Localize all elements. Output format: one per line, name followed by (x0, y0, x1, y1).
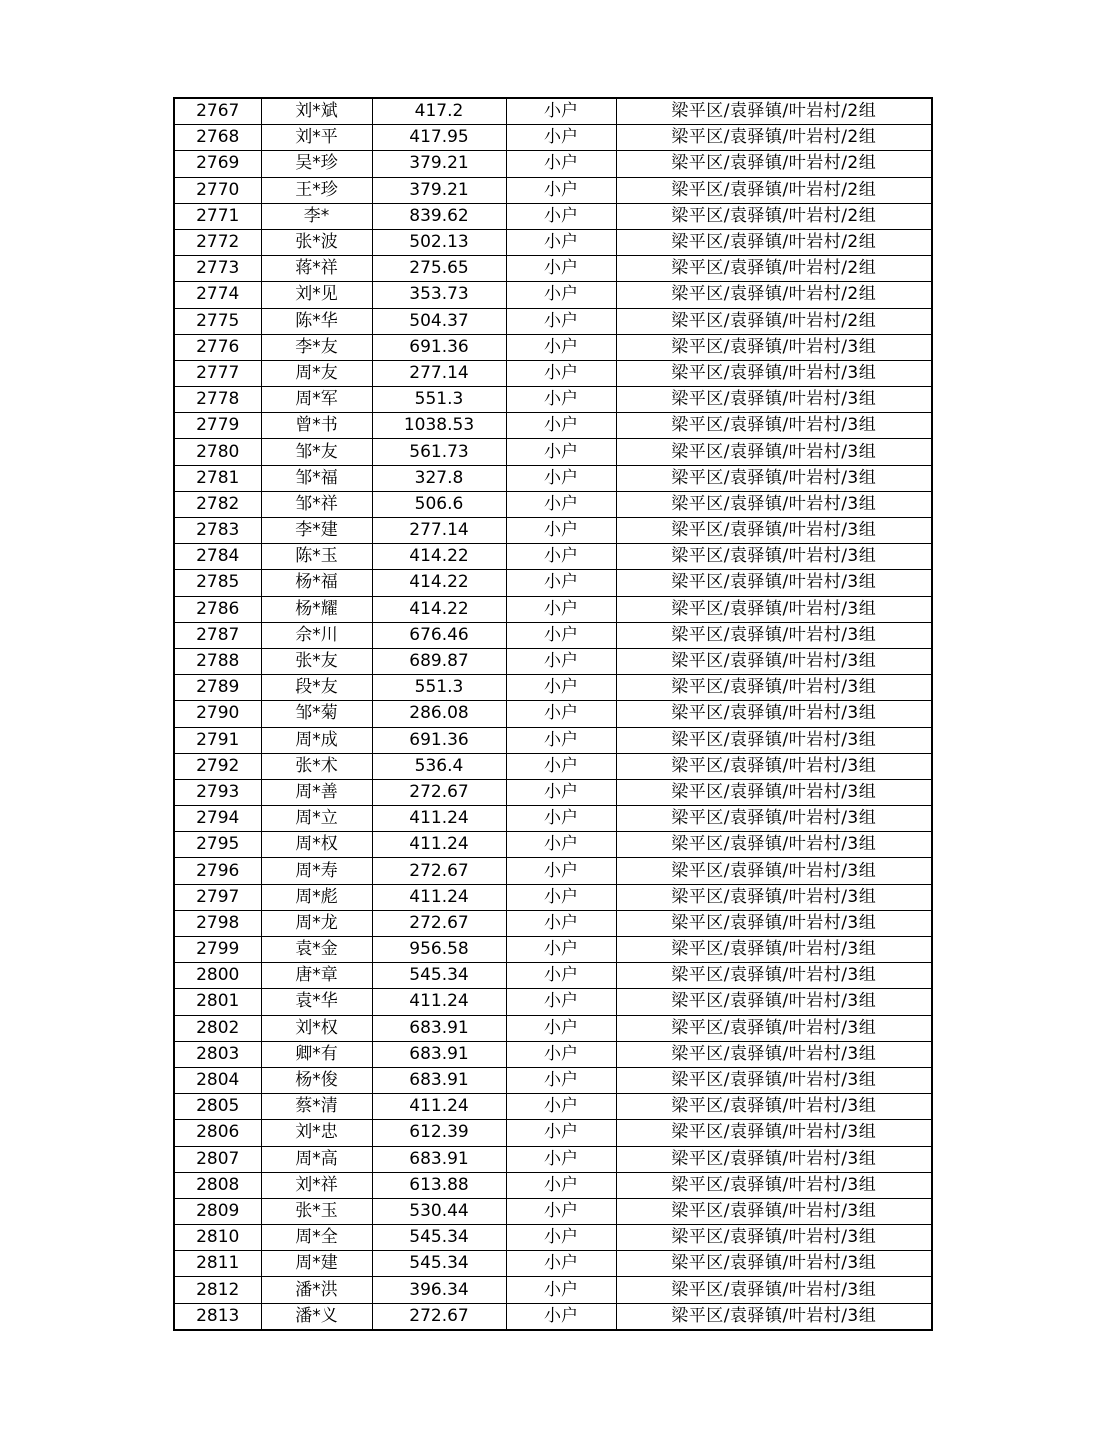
name-cell: 周*建 (261, 1251, 372, 1277)
name-cell: 杨*俊 (261, 1067, 372, 1093)
amount-cell: 683.91 (372, 1146, 506, 1172)
household-type-cell: 小户 (506, 884, 616, 910)
name-cell: 周*寿 (261, 858, 372, 884)
name-cell: 刘*平 (261, 125, 372, 151)
table-row (174, 910, 932, 936)
name-cell: 杨*福 (261, 570, 372, 596)
household-type-cell: 小户 (506, 1172, 616, 1198)
amount-cell: 417.2 (372, 98, 506, 125)
household-type-cell: 小户 (506, 675, 616, 701)
row-id-cell: 2779 (174, 413, 261, 439)
row-id-cell: 2775 (174, 308, 261, 334)
address-cell: 梁平区/袁驿镇/叶岩村/3组 (616, 648, 932, 674)
table-row (174, 544, 932, 570)
address-cell: 梁平区/袁驿镇/叶岩村/2组 (616, 308, 932, 334)
table-row (174, 518, 932, 544)
row-id-cell: 2799 (174, 937, 261, 963)
household-type-cell: 小户 (506, 256, 616, 282)
table-row (174, 963, 932, 989)
row-id-cell: 2769 (174, 151, 261, 177)
table-row (174, 98, 932, 125)
address-cell: 梁平区/袁驿镇/叶岩村/3组 (616, 1146, 932, 1172)
address-cell: 梁平区/袁驿镇/叶岩村/3组 (616, 1198, 932, 1224)
row-id-cell: 2777 (174, 360, 261, 386)
row-id-cell: 2782 (174, 491, 261, 517)
name-cell: 张*术 (261, 753, 372, 779)
table-body (174, 98, 932, 1330)
row-id-cell: 2771 (174, 203, 261, 229)
name-cell: 曾*书 (261, 413, 372, 439)
household-type-cell: 小户 (506, 1041, 616, 1067)
household-type-cell: 小户 (506, 203, 616, 229)
address-cell: 梁平区/袁驿镇/叶岩村/3组 (616, 753, 932, 779)
row-id-cell: 2810 (174, 1225, 261, 1251)
address-cell: 梁平区/袁驿镇/叶岩村/2组 (616, 98, 932, 125)
address-cell: 梁平区/袁驿镇/叶岩村/3组 (616, 622, 932, 648)
name-cell: 张*波 (261, 229, 372, 255)
amount-cell: 275.65 (372, 256, 506, 282)
table-row (174, 229, 932, 255)
household-type-cell: 小户 (506, 937, 616, 963)
household-type-cell: 小户 (506, 1120, 616, 1146)
address-cell: 梁平区/袁驿镇/叶岩村/3组 (616, 675, 932, 701)
household-type-cell: 小户 (506, 151, 616, 177)
row-id-cell: 2798 (174, 910, 261, 936)
table-row (174, 308, 932, 334)
table-row (174, 1172, 932, 1198)
household-type-cell: 小户 (506, 439, 616, 465)
name-cell: 李*建 (261, 518, 372, 544)
amount-cell: 286.08 (372, 701, 506, 727)
name-cell: 张*玉 (261, 1198, 372, 1224)
name-cell: 周*彪 (261, 884, 372, 910)
address-cell: 梁平区/袁驿镇/叶岩村/3组 (616, 1094, 932, 1120)
address-cell: 梁平区/袁驿镇/叶岩村/3组 (616, 963, 932, 989)
table-row (174, 1120, 932, 1146)
table-row (174, 413, 932, 439)
row-id-cell: 2807 (174, 1146, 261, 1172)
table-row (174, 1041, 932, 1067)
row-id-cell: 2786 (174, 596, 261, 622)
address-cell: 梁平区/袁驿镇/叶岩村/3组 (616, 779, 932, 805)
row-id-cell: 2793 (174, 779, 261, 805)
address-cell: 梁平区/袁驿镇/叶岩村/3组 (616, 806, 932, 832)
address-cell: 梁平区/袁驿镇/叶岩村/3组 (616, 413, 932, 439)
household-type-cell: 小户 (506, 1015, 616, 1041)
name-cell: 陈*玉 (261, 544, 372, 570)
household-type-cell: 小户 (506, 1146, 616, 1172)
table-row (174, 1251, 932, 1277)
table-row (174, 1015, 932, 1041)
household-type-cell: 小户 (506, 963, 616, 989)
name-cell: 周*立 (261, 806, 372, 832)
table-row (174, 1303, 932, 1330)
address-cell: 梁平区/袁驿镇/叶岩村/3组 (616, 989, 932, 1015)
amount-cell: 277.14 (372, 518, 506, 544)
row-id-cell: 2767 (174, 98, 261, 125)
name-cell: 周*成 (261, 727, 372, 753)
household-type-cell: 小户 (506, 518, 616, 544)
address-cell: 梁平区/袁驿镇/叶岩村/3组 (616, 491, 932, 517)
amount-cell: 536.4 (372, 753, 506, 779)
address-cell: 梁平区/袁驿镇/叶岩村/2组 (616, 125, 932, 151)
row-id-cell: 2803 (174, 1041, 261, 1067)
name-cell: 李* (261, 203, 372, 229)
table-row (174, 675, 932, 701)
address-cell: 梁平区/袁驿镇/叶岩村/3组 (616, 884, 932, 910)
row-id-cell: 2796 (174, 858, 261, 884)
amount-cell: 612.39 (372, 1120, 506, 1146)
row-id-cell: 2809 (174, 1198, 261, 1224)
amount-cell: 683.91 (372, 1015, 506, 1041)
household-type-cell: 小户 (506, 701, 616, 727)
household-type-cell: 小户 (506, 465, 616, 491)
amount-cell: 506.6 (372, 491, 506, 517)
household-type-cell: 小户 (506, 125, 616, 151)
table-row (174, 937, 932, 963)
amount-cell: 689.87 (372, 648, 506, 674)
household-type-cell: 小户 (506, 177, 616, 203)
address-cell: 梁平区/袁驿镇/叶岩村/3组 (616, 701, 932, 727)
table-row (174, 360, 932, 386)
name-cell: 杨*耀 (261, 596, 372, 622)
address-cell: 梁平区/袁驿镇/叶岩村/2组 (616, 282, 932, 308)
name-cell: 李*友 (261, 334, 372, 360)
amount-cell: 272.67 (372, 858, 506, 884)
table-row (174, 465, 932, 491)
amount-cell: 272.67 (372, 1303, 506, 1330)
household-type-cell: 小户 (506, 1277, 616, 1303)
name-cell: 周*权 (261, 832, 372, 858)
address-cell: 梁平区/袁驿镇/叶岩村/3组 (616, 387, 932, 413)
row-id-cell: 2772 (174, 229, 261, 255)
household-type-cell: 小户 (506, 229, 616, 255)
household-type-cell: 小户 (506, 491, 616, 517)
table-row (174, 648, 932, 674)
table-row (174, 1225, 932, 1251)
name-cell: 周*全 (261, 1225, 372, 1251)
data-table (173, 97, 933, 1331)
row-id-cell: 2795 (174, 832, 261, 858)
table-row (174, 858, 932, 884)
amount-cell: 411.24 (372, 806, 506, 832)
amount-cell: 414.22 (372, 570, 506, 596)
amount-cell: 545.34 (372, 1225, 506, 1251)
address-cell: 梁平区/袁驿镇/叶岩村/2组 (616, 203, 932, 229)
amount-cell: 551.3 (372, 675, 506, 701)
address-cell: 梁平区/袁驿镇/叶岩村/3组 (616, 544, 932, 570)
address-cell: 梁平区/袁驿镇/叶岩村/3组 (616, 910, 932, 936)
table-row (174, 989, 932, 1015)
row-id-cell: 2806 (174, 1120, 261, 1146)
amount-cell: 683.91 (372, 1041, 506, 1067)
household-type-cell: 小户 (506, 727, 616, 753)
address-cell: 梁平区/袁驿镇/叶岩村/3组 (616, 360, 932, 386)
name-cell: 张*友 (261, 648, 372, 674)
amount-cell: 411.24 (372, 884, 506, 910)
name-cell: 刘*见 (261, 282, 372, 308)
address-cell: 梁平区/袁驿镇/叶岩村/3组 (616, 937, 932, 963)
table-row (174, 125, 932, 151)
name-cell: 周*友 (261, 360, 372, 386)
household-type-cell: 小户 (506, 387, 616, 413)
table-row (174, 1198, 932, 1224)
row-id-cell: 2780 (174, 439, 261, 465)
amount-cell: 379.21 (372, 151, 506, 177)
name-cell: 吴*珍 (261, 151, 372, 177)
household-type-cell: 小户 (506, 98, 616, 125)
row-id-cell: 2801 (174, 989, 261, 1015)
household-type-cell: 小户 (506, 622, 616, 648)
row-id-cell: 2811 (174, 1251, 261, 1277)
amount-cell: 1038.53 (372, 413, 506, 439)
amount-cell: 502.13 (372, 229, 506, 255)
amount-cell: 545.34 (372, 963, 506, 989)
row-id-cell: 2787 (174, 622, 261, 648)
amount-cell: 327.8 (372, 465, 506, 491)
amount-cell: 691.36 (372, 334, 506, 360)
row-id-cell: 2776 (174, 334, 261, 360)
amount-cell: 956.58 (372, 937, 506, 963)
address-cell: 梁平区/袁驿镇/叶岩村/3组 (616, 1225, 932, 1251)
name-cell: 段*友 (261, 675, 372, 701)
name-cell: 卿*有 (261, 1041, 372, 1067)
name-cell: 蔡*清 (261, 1094, 372, 1120)
name-cell: 潘*义 (261, 1303, 372, 1330)
address-cell: 梁平区/袁驿镇/叶岩村/3组 (616, 1015, 932, 1041)
name-cell: 邹*福 (261, 465, 372, 491)
address-cell: 梁平区/袁驿镇/叶岩村/3组 (616, 1277, 932, 1303)
amount-cell: 411.24 (372, 1094, 506, 1120)
address-cell: 梁平区/袁驿镇/叶岩村/3组 (616, 596, 932, 622)
address-cell: 梁平区/袁驿镇/叶岩村/3组 (616, 1067, 932, 1093)
table-row (174, 806, 932, 832)
row-id-cell: 2791 (174, 727, 261, 753)
address-cell: 梁平区/袁驿镇/叶岩村/3组 (616, 727, 932, 753)
row-id-cell: 2802 (174, 1015, 261, 1041)
row-id-cell: 2794 (174, 806, 261, 832)
table-row (174, 282, 932, 308)
amount-cell: 277.14 (372, 360, 506, 386)
row-id-cell: 2770 (174, 177, 261, 203)
row-id-cell: 2784 (174, 544, 261, 570)
table-row (174, 151, 932, 177)
amount-cell: 691.36 (372, 727, 506, 753)
row-id-cell: 2789 (174, 675, 261, 701)
table-row (174, 177, 932, 203)
table-row (174, 753, 932, 779)
household-type-cell: 小户 (506, 282, 616, 308)
name-cell: 唐*章 (261, 963, 372, 989)
household-type-cell: 小户 (506, 910, 616, 936)
row-id-cell: 2813 (174, 1303, 261, 1330)
table-row (174, 256, 932, 282)
name-cell: 佘*川 (261, 622, 372, 648)
address-cell: 梁平区/袁驿镇/叶岩村/2组 (616, 177, 932, 203)
name-cell: 蒋*祥 (261, 256, 372, 282)
row-id-cell: 2805 (174, 1094, 261, 1120)
table-row (174, 1094, 932, 1120)
amount-cell: 613.88 (372, 1172, 506, 1198)
table-row (174, 622, 932, 648)
table-row (174, 491, 932, 517)
household-type-cell: 小户 (506, 779, 616, 805)
household-type-cell: 小户 (506, 832, 616, 858)
amount-cell: 530.44 (372, 1198, 506, 1224)
household-type-cell: 小户 (506, 334, 616, 360)
amount-cell: 272.67 (372, 910, 506, 936)
address-cell: 梁平区/袁驿镇/叶岩村/3组 (616, 570, 932, 596)
row-id-cell: 2768 (174, 125, 261, 151)
household-type-cell: 小户 (506, 753, 616, 779)
household-type-cell: 小户 (506, 858, 616, 884)
table-row (174, 439, 932, 465)
amount-cell: 417.95 (372, 125, 506, 151)
row-id-cell: 2788 (174, 648, 261, 674)
name-cell: 王*珍 (261, 177, 372, 203)
row-id-cell: 2792 (174, 753, 261, 779)
name-cell: 潘*洪 (261, 1277, 372, 1303)
table-row (174, 832, 932, 858)
address-cell: 梁平区/袁驿镇/叶岩村/3组 (616, 1120, 932, 1146)
row-id-cell: 2783 (174, 518, 261, 544)
household-type-cell: 小户 (506, 806, 616, 832)
amount-cell: 504.37 (372, 308, 506, 334)
name-cell: 刘*权 (261, 1015, 372, 1041)
amount-cell: 411.24 (372, 989, 506, 1015)
address-cell: 梁平区/袁驿镇/叶岩村/3组 (616, 1303, 932, 1330)
amount-cell: 839.62 (372, 203, 506, 229)
name-cell: 袁*金 (261, 937, 372, 963)
address-cell: 梁平区/袁驿镇/叶岩村/3组 (616, 832, 932, 858)
name-cell: 袁*华 (261, 989, 372, 1015)
name-cell: 刘*忠 (261, 1120, 372, 1146)
address-cell: 梁平区/袁驿镇/叶岩村/3组 (616, 465, 932, 491)
name-cell: 刘*斌 (261, 98, 372, 125)
row-id-cell: 2778 (174, 387, 261, 413)
household-type-cell: 小户 (506, 1198, 616, 1224)
address-cell: 梁平区/袁驿镇/叶岩村/3组 (616, 1041, 932, 1067)
household-type-cell: 小户 (506, 648, 616, 674)
household-type-cell: 小户 (506, 413, 616, 439)
name-cell: 周*军 (261, 387, 372, 413)
name-cell: 刘*祥 (261, 1172, 372, 1198)
household-type-cell: 小户 (506, 570, 616, 596)
name-cell: 陈*华 (261, 308, 372, 334)
household-type-cell: 小户 (506, 360, 616, 386)
table-row (174, 701, 932, 727)
row-id-cell: 2797 (174, 884, 261, 910)
amount-cell: 379.21 (372, 177, 506, 203)
amount-cell: 414.22 (372, 596, 506, 622)
row-id-cell: 2790 (174, 701, 261, 727)
amount-cell: 414.22 (372, 544, 506, 570)
amount-cell: 683.91 (372, 1067, 506, 1093)
amount-cell: 411.24 (372, 832, 506, 858)
household-type-cell: 小户 (506, 1251, 616, 1277)
amount-cell: 545.34 (372, 1251, 506, 1277)
table-row (174, 727, 932, 753)
table-row (174, 884, 932, 910)
name-cell: 邹*友 (261, 439, 372, 465)
household-type-cell: 小户 (506, 596, 616, 622)
amount-cell: 676.46 (372, 622, 506, 648)
household-type-cell: 小户 (506, 989, 616, 1015)
household-type-cell: 小户 (506, 308, 616, 334)
row-id-cell: 2800 (174, 963, 261, 989)
household-type-cell: 小户 (506, 1094, 616, 1120)
household-type-cell: 小户 (506, 1303, 616, 1330)
row-id-cell: 2781 (174, 465, 261, 491)
address-cell: 梁平区/袁驿镇/叶岩村/3组 (616, 1172, 932, 1198)
address-cell: 梁平区/袁驿镇/叶岩村/3组 (616, 858, 932, 884)
amount-cell: 396.34 (372, 1277, 506, 1303)
row-id-cell: 2785 (174, 570, 261, 596)
table-row (174, 1277, 932, 1303)
address-cell: 梁平区/袁驿镇/叶岩村/2组 (616, 256, 932, 282)
household-type-cell: 小户 (506, 544, 616, 570)
amount-cell: 561.73 (372, 439, 506, 465)
address-cell: 梁平区/袁驿镇/叶岩村/2组 (616, 151, 932, 177)
row-id-cell: 2812 (174, 1277, 261, 1303)
table-row (174, 570, 932, 596)
address-cell: 梁平区/袁驿镇/叶岩村/2组 (616, 229, 932, 255)
name-cell: 周*善 (261, 779, 372, 805)
table-row (174, 387, 932, 413)
row-id-cell: 2773 (174, 256, 261, 282)
address-cell: 梁平区/袁驿镇/叶岩村/3组 (616, 334, 932, 360)
table-row (174, 596, 932, 622)
address-cell: 梁平区/袁驿镇/叶岩村/3组 (616, 439, 932, 465)
name-cell: 周*龙 (261, 910, 372, 936)
table-row (174, 1067, 932, 1093)
row-id-cell: 2774 (174, 282, 261, 308)
table-row (174, 334, 932, 360)
name-cell: 邹*菊 (261, 701, 372, 727)
address-cell: 梁平区/袁驿镇/叶岩村/3组 (616, 1251, 932, 1277)
address-cell: 梁平区/袁驿镇/叶岩村/3组 (616, 518, 932, 544)
row-id-cell: 2804 (174, 1067, 261, 1093)
name-cell: 周*高 (261, 1146, 372, 1172)
household-type-cell: 小户 (506, 1225, 616, 1251)
table-row (174, 203, 932, 229)
table-row (174, 1146, 932, 1172)
amount-cell: 353.73 (372, 282, 506, 308)
household-type-cell: 小户 (506, 1067, 616, 1093)
amount-cell: 551.3 (372, 387, 506, 413)
table-row (174, 779, 932, 805)
row-id-cell: 2808 (174, 1172, 261, 1198)
amount-cell: 272.67 (372, 779, 506, 805)
name-cell: 邹*祥 (261, 491, 372, 517)
